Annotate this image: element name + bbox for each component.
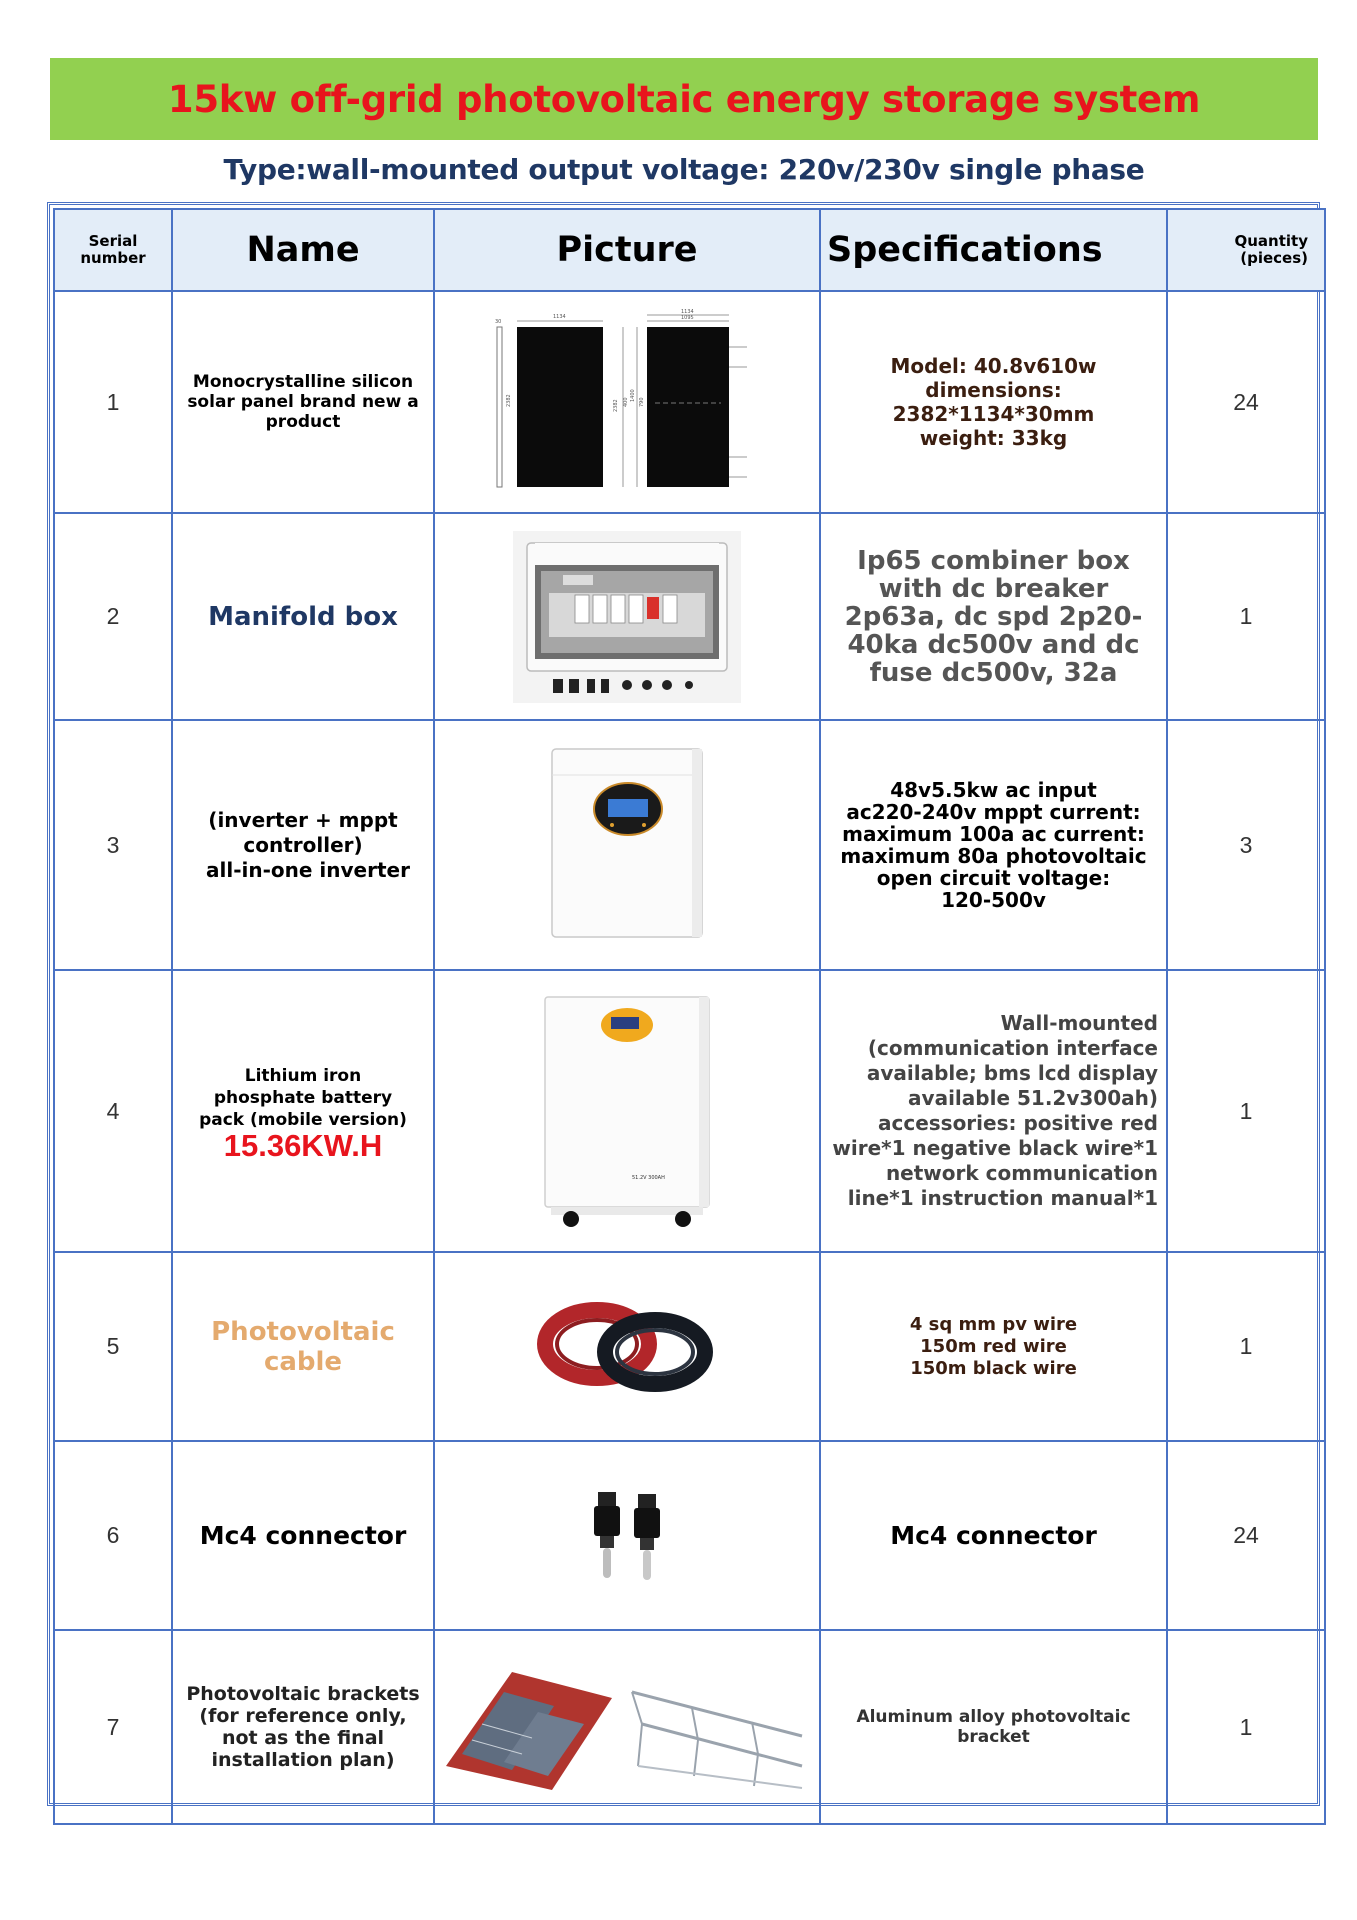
drawing-label: 790 <box>639 397 645 407</box>
spec-line: maximum 100a ac current: <box>842 822 1145 846</box>
spec-line: maximum 80a photovoltaic <box>840 844 1147 868</box>
solar-panel-drawing-icon <box>477 307 777 497</box>
battery-pack-photo-icon <box>537 991 717 1231</box>
row-picture <box>434 1630 820 1824</box>
table-row <box>54 1630 1325 1824</box>
spec-line: ac220-240v mppt current: <box>846 800 1141 824</box>
row-specifications <box>820 291 1167 513</box>
table-row <box>54 1252 1325 1441</box>
page-subtitle: Type:wall-mounted output voltage: 220v/230v single phase <box>223 153 1145 186</box>
row-name: Mc4 connector <box>172 1441 434 1630</box>
header-name: Name <box>172 209 434 291</box>
row-serial: 5 <box>54 1252 172 1441</box>
row-quantity: 1 <box>1167 970 1325 1252</box>
spec-line: 4 sq mm pv wire <box>909 1313 1078 1335</box>
row-serial: 2 <box>54 513 172 720</box>
row-name <box>172 720 434 970</box>
name-line: Lithium iron <box>244 1066 362 1086</box>
row-specifications: Ip65 combiner box with dc breaker 2p63a, dc spd 2p20-40ka dc500v and dc fuse dc500v, 32a <box>820 513 1167 720</box>
table-row <box>54 291 1325 513</box>
drawing-label: 2382 <box>613 399 619 412</box>
row-picture <box>434 1441 820 1630</box>
name-line: Photovoltaic brackets <box>186 1683 420 1705</box>
cable-coil-photo-icon <box>537 1302 717 1392</box>
header-picture: Picture <box>434 209 820 291</box>
table-row <box>54 1441 1325 1630</box>
spec-line: weight: 33kg <box>919 426 1068 450</box>
row-picture <box>434 720 820 970</box>
drawing-label: 1134 <box>681 309 694 315</box>
row-name: Photovoltaic cable <box>172 1252 434 1441</box>
row-serial: 4 <box>54 970 172 1252</box>
row-picture <box>434 1252 820 1441</box>
spec-line: open circuit voltage: <box>876 866 1111 890</box>
drawing-label: 1095 <box>681 315 694 321</box>
spec-line: network communication <box>885 1161 1158 1185</box>
spec-line: 150m red wire <box>920 1335 1067 1357</box>
row-quantity: 3 <box>1167 720 1325 970</box>
title-banner <box>50 58 1318 140</box>
combiner-box-photo-icon <box>513 531 741 703</box>
table-row <box>54 970 1325 1252</box>
row-picture <box>434 513 820 720</box>
row-name <box>172 970 434 1252</box>
drawing-label: 1134 <box>553 314 566 320</box>
row-serial: 7 <box>54 1630 172 1824</box>
product-table-frame <box>47 202 1320 1806</box>
battery-model-label: 51.2V 300AH <box>632 1175 665 1181</box>
row-name <box>172 1630 434 1824</box>
row-serial: 6 <box>54 1441 172 1630</box>
row-name: Monocrystalline silicon solar panel brand new a product <box>172 291 434 513</box>
header-quantity: Quantity (pieces) <box>1167 209 1325 291</box>
drawing-label: 400 <box>623 397 629 407</box>
name-line: controller) <box>243 832 363 857</box>
row-name: Manifold box <box>172 513 434 720</box>
row-specifications <box>820 720 1167 970</box>
spec-line: wire*1 negative black wire*1 <box>832 1136 1158 1160</box>
spec-line: 150m black wire <box>910 1357 1077 1379</box>
header-serial: Serial number <box>54 209 172 291</box>
spec-line: Model: 40.8v610w <box>890 354 1097 378</box>
row-quantity: 24 <box>1167 291 1325 513</box>
row-specifications: Aluminum alloy photovoltaic bracket <box>820 1630 1167 1824</box>
name-line: (inverter + mppt <box>208 807 398 832</box>
row-quantity: 1 <box>1167 1630 1325 1824</box>
spec-line: dimensions: 2382*1134*30mm <box>892 378 1095 426</box>
name-line: not as the final <box>221 1727 385 1749</box>
name-line: all-in-one inverter <box>206 857 410 882</box>
header-specifications: Specifications <box>820 209 1167 291</box>
row-specifications <box>820 1252 1167 1441</box>
row-quantity: 24 <box>1167 1441 1325 1630</box>
name-line: installation plan) <box>211 1749 395 1771</box>
mc4-connector-photo-icon <box>582 1486 672 1586</box>
row-serial: 1 <box>54 291 172 513</box>
spec-line: line*1 instruction manual*1 <box>847 1186 1158 1210</box>
pv-bracket-photo-icon <box>442 1662 812 1792</box>
spec-line: 120-500v <box>941 888 1046 912</box>
drawing-label: 2382 <box>506 394 512 407</box>
row-picture <box>434 970 820 1252</box>
battery-capacity-highlight: 15.36KW.H <box>223 1128 383 1163</box>
name-line: pack (mobile version) <box>199 1110 407 1130</box>
header-row <box>54 209 1325 291</box>
spec-line: (communication interface <box>867 1036 1158 1060</box>
table-row <box>54 720 1325 970</box>
row-specifications <box>820 970 1167 1252</box>
row-serial: 3 <box>54 720 172 970</box>
row-quantity: 1 <box>1167 1252 1325 1441</box>
spec-line: available 51.2v300ah) <box>908 1086 1158 1110</box>
row-picture <box>434 291 820 513</box>
product-table <box>53 208 1326 1825</box>
name-line: phosphate battery <box>213 1088 393 1108</box>
spec-line: available; bms lcd display <box>866 1061 1158 1085</box>
drawing-label: 1400 <box>630 389 636 402</box>
row-specifications: Mc4 connector <box>820 1441 1167 1630</box>
row-quantity: 1 <box>1167 513 1325 720</box>
name-line: (for reference only, <box>199 1705 407 1727</box>
inverter-photo-icon <box>542 745 712 945</box>
spec-line: 48v5.5kw ac input <box>890 778 1097 802</box>
page-title: 15kw off-grid photovoltaic energy storage system <box>167 77 1201 121</box>
spec-line: Wall-mounted <box>1000 1011 1158 1035</box>
drawing-label: 30 <box>495 319 502 325</box>
spec-line: accessories: positive red <box>877 1111 1158 1135</box>
table-row <box>54 513 1325 720</box>
